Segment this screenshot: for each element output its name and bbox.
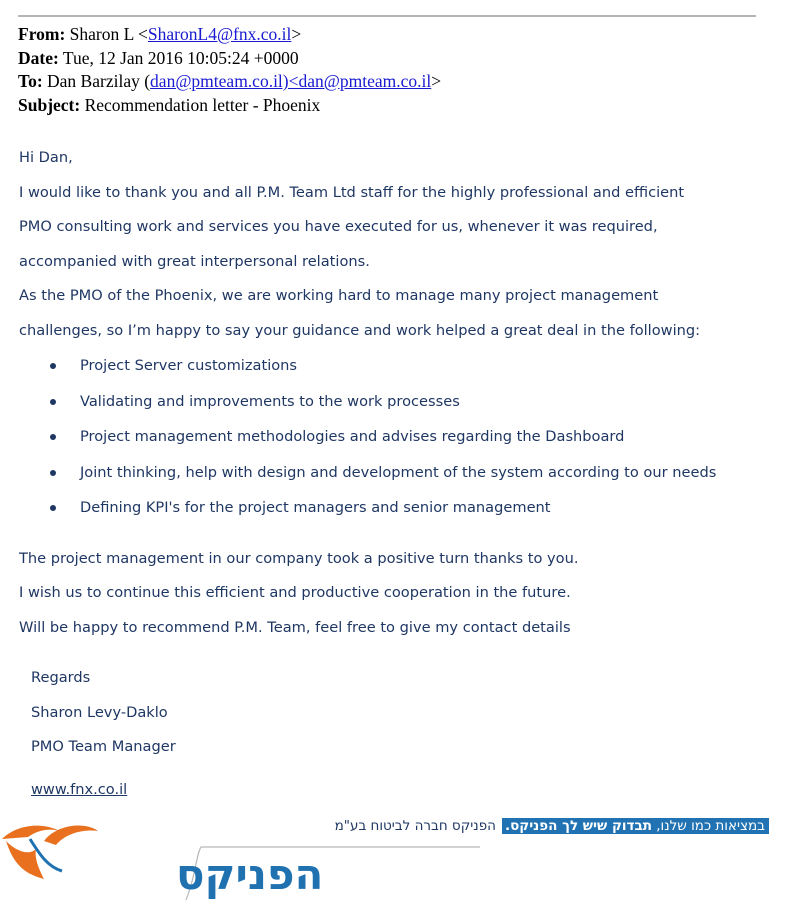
bullet-item [19,419,789,455]
header-divider [18,15,756,17]
subject-value: Recommendation letter - Phoenix [84,94,321,115]
bullet-dot-icon [50,470,56,476]
signature-name: Sharon Levy-Daklo [31,703,168,721]
bullet-dot-icon [50,399,56,405]
paragraph-line: I would like to thank you and all P.M. Team Ltd staff for the highly professional and efficient [19,183,685,201]
to-label: To: [18,71,43,91]
website-link[interactable]: www.fnx.co.il [31,780,128,798]
bullet-dot-icon [50,434,56,440]
from-name: Sharon L < [69,24,148,44]
bullet-text: Defining KPI's for the project managers and senior management [80,499,551,516]
bullet-text: Validating and improvements to the work processes [80,392,460,410]
email-body [19,141,789,807]
from-close: > [291,24,302,44]
bullet-list [19,348,789,526]
signature-title: PMO Team Manager [31,738,176,755]
paragraph-line: accompanied with great interpersonal relations. [19,252,370,270]
bullet-dot-icon [50,363,56,369]
bullet-dot-icon [50,505,56,511]
subject-row [18,94,441,118]
to-address-link[interactable]: dan@pmteam.co.il)<dan@pmteam.co.il [150,71,432,91]
paragraph-line: PMO consulting work and services you have executed for us, whenever it was required, [19,218,658,235]
footer-slogan [0,815,769,837]
from-address-link[interactable]: SharonL4@fnx.co.il [147,24,292,44]
bullet-text: Project Server customizations [80,357,298,374]
bullet-text: Joint thinking, help with design and development of the system according to our needs [80,463,717,481]
slogan-start: במציאות כמו שלנו, [651,818,765,834]
company-line: הפניקס חברה לביטוח בע"מ [334,818,496,834]
bullet-text: Project management methodologies and advises regarding the Dashboard [80,428,625,445]
to-close: > [431,71,442,91]
subject-label: Subject: [18,94,81,115]
date-label: Date: [18,47,59,68]
signature-regards: Regards [31,669,91,686]
slogan-highlight [502,818,769,834]
from-label: From: [18,24,66,44]
slogan-bold: תבדוק שיש לך הפניקס. [504,818,652,834]
paragraph-line: challenges, so I’m happy to say your guidance and work helped a great deal in the following: [19,321,701,339]
date-row [18,47,441,71]
from-row [18,23,441,47]
bullet-item [19,490,789,526]
paragraph-line: As the PMO of the Phoenix, we are working hard to manage many project management [19,287,659,304]
bullet-item [19,348,789,384]
greeting: Hi Dan, [19,149,73,166]
bullet-item [19,384,789,420]
logo-body-icon [6,841,44,879]
logo-text: הפניקס [176,850,324,899]
closing-line: The project management in our company took a positive turn thanks to you. [19,549,579,567]
to-row [18,70,441,94]
date-value: Tue, 12 Jan 2016 10:05:24 +0000 [62,47,299,68]
closing-line: Will be happy to recommend P.M. Team, feel free to give my contact details [19,618,571,636]
email-headers [18,23,441,117]
closing-line: I wish us to continue this efficient and productive cooperation in the future. [19,584,571,601]
bullet-item [19,455,789,491]
to-name: Dan Barzilay ( [47,71,151,91]
